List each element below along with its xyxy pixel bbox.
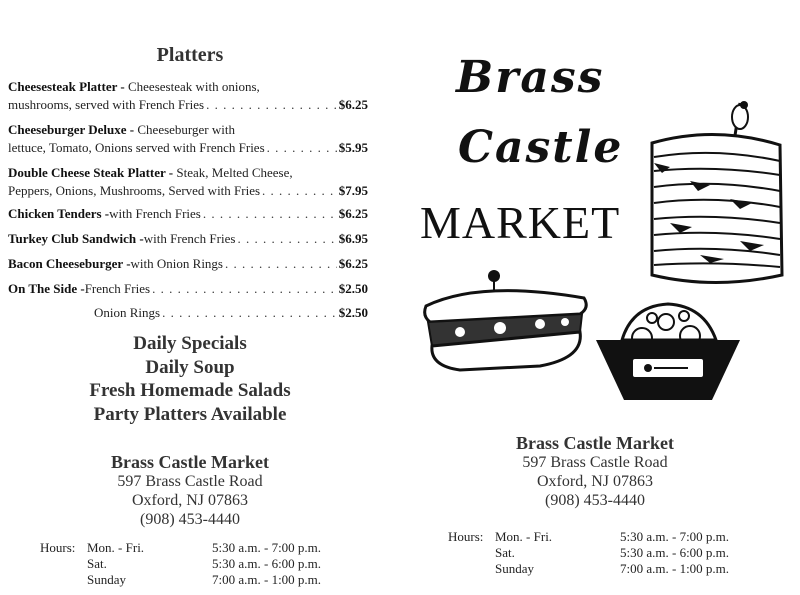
item-price: $5.95 — [338, 140, 368, 155]
phone: (908) 453-4440 — [545, 492, 645, 509]
hours-time: 5:30 a.m. - 7:00 p.m. — [212, 540, 322, 555]
hours-table-right — [448, 529, 729, 577]
hours-table — [40, 540, 321, 588]
item-name: Chicken Tenders - — [8, 206, 110, 221]
item-price: $2.50 — [338, 281, 368, 296]
item-price: $6.25 — [338, 97, 368, 112]
sub-sandwich-icon — [420, 262, 590, 374]
item-price: $6.25 — [338, 206, 368, 221]
logo-brass: Brass — [456, 52, 605, 103]
menu-title: Platters — [156, 44, 224, 66]
hours-day: Sunday — [87, 572, 126, 587]
item-desc: mushrooms, served with French Fries — [8, 97, 205, 112]
hours-day: Mon. - Fri. — [495, 529, 553, 544]
item-name: Double Cheese Steak Platter - — [8, 165, 177, 180]
menu-item — [8, 230, 368, 248]
item-price: $7.95 — [338, 183, 368, 198]
hours-time: 5:30 a.m. - 7:00 p.m. — [620, 529, 730, 544]
menu-item — [94, 304, 368, 322]
menu-item — [8, 205, 368, 223]
hours-time: 5:30 a.m. - 6:00 p.m. — [212, 556, 322, 571]
hours-day: Sunday — [495, 561, 534, 576]
item-desc: with French Fries — [143, 231, 236, 246]
special-item: Daily Specials — [133, 333, 247, 354]
address: 597 Brass Castle Road — [117, 473, 263, 490]
specials-list — [0, 332, 380, 426]
logo-castle: Castle — [458, 122, 624, 173]
item-name: Turkey Club Sandwich - — [8, 231, 144, 246]
hours-time: 5:30 a.m. - 6:00 p.m. — [620, 545, 730, 560]
hours-day: Mon. - Fri. — [87, 540, 145, 555]
item-desc: Peppers, Onions, Mushrooms, Served with Fries — [8, 183, 261, 198]
menu-item — [8, 78, 368, 114]
hours-day: Sat. — [495, 545, 515, 560]
item-price: $2.50 — [338, 305, 368, 320]
item-price: $6.25 — [338, 256, 368, 271]
special-item: Fresh Homemade Salads — [89, 380, 291, 401]
menu-item — [8, 280, 368, 298]
item-desc: Cheeseburger with — [137, 122, 235, 137]
club-sandwich-icon — [640, 95, 790, 295]
item-name: Cheeseburger Deluxe - — [8, 122, 138, 137]
item-name: Bacon Cheeseburger - — [8, 256, 131, 271]
address: 597 Brass Castle Road — [522, 454, 668, 471]
special-item: Party Platters Available — [93, 403, 287, 425]
item-desc: Onion Rings — [94, 305, 161, 320]
business-name: Brass Castle Market — [516, 433, 674, 453]
menu-item — [8, 255, 368, 273]
item-desc: French Fries — [84, 281, 151, 296]
menu-panel — [0, 0, 380, 595]
city: Oxford, NJ 07863 — [132, 492, 248, 509]
hours-label: Hours: — [448, 529, 484, 544]
item-price: $6.95 — [338, 231, 368, 246]
special-item: Daily Soup — [145, 356, 235, 378]
city: Oxford, NJ 07863 — [537, 473, 653, 490]
item-name: Cheesesteak Platter - — [8, 79, 128, 94]
hours-time: 7:00 a.m. - 1:00 p.m. — [620, 561, 730, 576]
item-desc: Cheesesteak with onions, — [127, 79, 260, 94]
business-name: Brass Castle Market — [111, 452, 269, 472]
item-desc: with French Fries — [109, 206, 201, 221]
hours-label: Hours: — [40, 540, 76, 555]
item-desc: with Onion Rings — [130, 256, 223, 271]
contact-block — [0, 453, 380, 529]
contact-block-right — [400, 434, 790, 510]
hours-day: Sat. — [87, 556, 107, 571]
item-desc: lettuce, Tomato, Onions served with French Fries — [8, 140, 265, 155]
item-name: On The Side - — [8, 281, 85, 296]
logo-market: MARKET — [420, 197, 621, 248]
hours-time: 7:00 a.m. - 1:00 p.m. — [212, 572, 322, 587]
phone: (908) 453-4440 — [140, 511, 240, 528]
menu-item — [8, 121, 368, 157]
menu-item — [8, 164, 368, 200]
salad-bowl-icon — [592, 300, 744, 408]
item-desc: Steak, Melted Cheese, — [176, 165, 293, 180]
